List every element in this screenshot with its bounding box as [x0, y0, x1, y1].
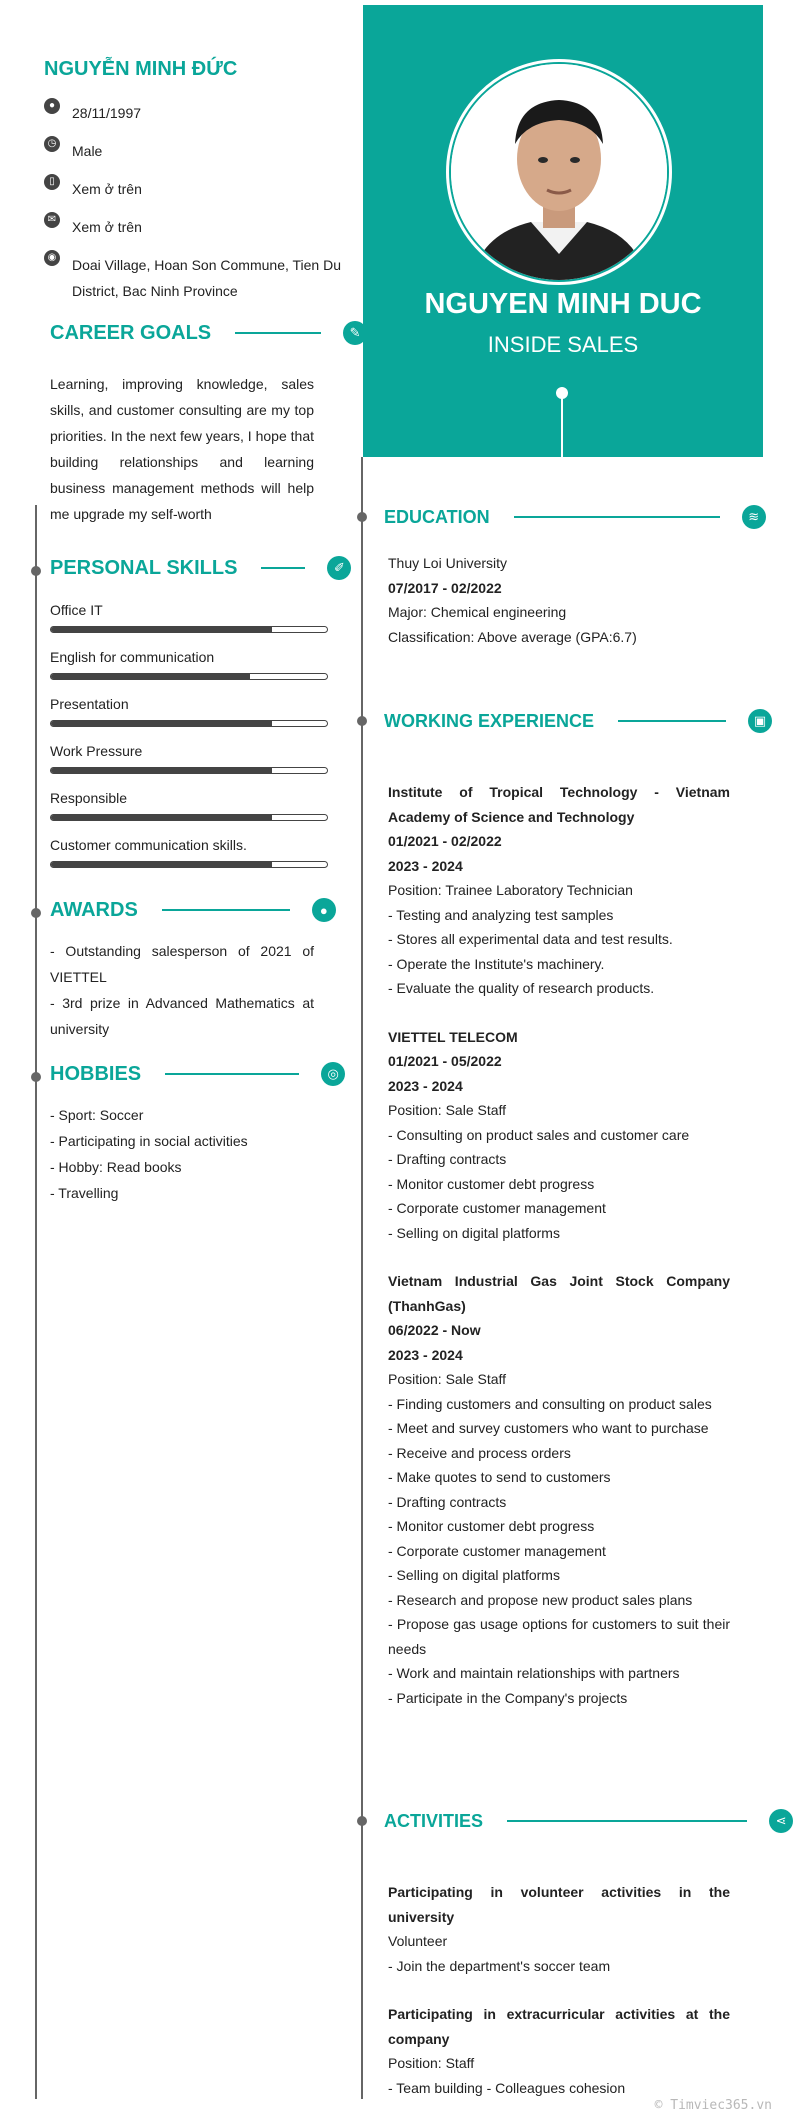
layers-icon: ≋ [742, 505, 766, 529]
timeline-dot [31, 1072, 41, 1082]
job-duty: - Research and propose new product sales plans [388, 1591, 693, 1608]
job-duty: - Testing and analyzing test samples [388, 906, 614, 923]
education-block [388, 551, 730, 649]
info-row [44, 176, 347, 202]
activity-name: Participating in volunteer activities in the university [388, 1884, 730, 1925]
skill-bar-fill [51, 721, 272, 726]
personal-skills-title: PERSONAL SKILLS [50, 556, 238, 579]
skill-bar [50, 814, 328, 821]
job-duty: - Corporate customer management [388, 1542, 606, 1559]
activities-title: ACTIVITIES [384, 1810, 484, 1831]
job-duty: - Stores all experimental data and test results. [388, 931, 673, 947]
job-duty: - Receive and process orders [388, 1444, 571, 1461]
hobby-item: - Sport: Soccer [50, 1107, 144, 1123]
skill-item [50, 694, 328, 727]
info-text: Xem ở trên [72, 181, 142, 197]
experience-title: WORKING EXPERIENCE [384, 710, 595, 731]
skill-item [50, 741, 328, 774]
education-title: EDUCATION [384, 506, 490, 527]
skill-bar [50, 626, 328, 633]
info-text: Doai Village, Hoan Son Commune, Tien Du District, Bac Ninh Province [72, 257, 342, 299]
timeline-dot [357, 1816, 367, 1826]
awards-title: AWARDS [50, 898, 138, 921]
skill-label: Responsible [50, 790, 128, 806]
job-duty: - Consulting on product sales and customer care [388, 1126, 690, 1143]
contact-card-icon: ▣ [748, 709, 772, 733]
education-major: Major: Chemical engineering [388, 604, 567, 620]
location-icon: ◉ [44, 250, 60, 266]
spacer [388, 1245, 730, 1269]
timeline-dot [31, 566, 41, 576]
education-heading [384, 505, 766, 529]
job-duty: - Operate the Institute's machinery. [388, 955, 605, 972]
watermark: © Timviec365.vn [654, 2098, 772, 2113]
job-duty: - Monitor customer debt progress [388, 1175, 595, 1192]
activity-detail: - Join the department's soccer team [388, 1957, 611, 1974]
info-row [44, 100, 347, 126]
info-row [44, 138, 347, 164]
job-company: VIETTEL TELECOM [388, 1028, 518, 1045]
timeline-dot [357, 716, 367, 726]
job-duty: - Finding customers and consulting on product sales [388, 1395, 712, 1412]
activity-name: Participating in extracurricular activities at the company [388, 2006, 730, 2047]
job-period: 06/2022 - Now [388, 1322, 481, 1338]
job-position: Position: Trainee Laboratory Technician [388, 882, 633, 898]
school-name: Thuy Loi University [388, 555, 508, 571]
skill-bar-fill [51, 627, 272, 632]
skill-label: Office IT [50, 602, 103, 618]
career-goals-title: CAREER GOALS [50, 321, 212, 344]
career-goals-heading [50, 321, 367, 345]
job-period: 01/2021 - 05/2022 [388, 1053, 502, 1069]
right-timeline [361, 457, 363, 2099]
share-icon: ⋖ [769, 1809, 793, 1833]
skill-item [50, 835, 328, 868]
activities-heading [384, 1809, 793, 1833]
skill-bar-fill [51, 862, 272, 867]
job-duty: - Drafting contracts [388, 1151, 507, 1167]
award-item: - 3rd prize in Advanced Mathematics at university [50, 995, 314, 1037]
activity-detail: - Team building - Colleagues cohesion [388, 2079, 626, 2096]
birthday-icon: ● [44, 98, 60, 114]
header-panel [363, 5, 763, 457]
skill-item [50, 647, 328, 680]
email-icon: ✉ [44, 212, 60, 228]
job-duty: - Meet and survey customers who want to purchase [388, 1420, 709, 1436]
hobbies-title: HOBBIES [50, 1062, 142, 1085]
job-duty: - Evaluate the quality of research products. [388, 980, 655, 996]
candidate-name: NGUYỄN MINH ĐỨC [44, 58, 238, 80]
pin-icon: ✎ [343, 321, 367, 345]
hobby-item: - Participating in social activities [50, 1133, 248, 1149]
timeline-dot [357, 512, 367, 522]
education-period: 07/2017 - 02/2022 [388, 579, 502, 596]
lightbulb-icon: ● [312, 898, 336, 922]
activities-list [388, 1880, 730, 2100]
info-row [44, 252, 347, 304]
personal-skills-heading [50, 556, 351, 580]
skill-bar [50, 673, 328, 680]
hobby-item: - Hobby: Read books [50, 1159, 182, 1175]
activity-role: Position: Staff [388, 2055, 475, 2071]
career-goals-text: Learning, improving knowledge, sales skills, and customer consulting are my top priorities. In the next few years, I hope that building relationships and learning business management methods will help me upgrade my self-worth [50, 376, 314, 522]
skill-item [50, 600, 328, 633]
job-duty: - Monitor customer debt progress [388, 1518, 595, 1534]
job-position: Position: Sale Staff [388, 1102, 507, 1118]
awards-heading [50, 898, 336, 922]
job-duty: - Participate in the Company's projects [388, 1689, 628, 1706]
award-item: - Outstanding salesperson of 2021 of VIETTEL [50, 943, 314, 985]
job-year: 2023 - 2024 [388, 1346, 463, 1363]
avatar [451, 64, 667, 280]
hobby-item: - Travelling [50, 1185, 119, 1201]
info-text: Male [72, 143, 103, 159]
skill-bar-fill [51, 768, 272, 773]
skill-label: Presentation [50, 696, 129, 712]
job-duty: - Drafting contracts [388, 1493, 507, 1510]
info-text: Xem ở trên [72, 219, 142, 235]
timeline-dot [31, 908, 41, 918]
pencil-icon: ✐ [327, 556, 351, 580]
info-row [44, 214, 347, 240]
hero-position: INSIDE SALES [487, 332, 639, 357]
skill-label: English for communication [50, 649, 215, 665]
job-year: 2023 - 2024 [388, 857, 463, 874]
spacer [388, 1978, 730, 2002]
awards-list [50, 938, 314, 1042]
skill-bar-fill [51, 674, 250, 679]
phone-icon: ▯ [44, 174, 60, 190]
experience-heading [384, 709, 772, 733]
gender-icon: ◷ [44, 136, 60, 152]
skill-label: Work Pressure [50, 743, 143, 759]
job-duty: - Selling on digital platforms [388, 1567, 560, 1583]
job-company: Institute of Tropical Technology - Vietnam Academy of Science and Technology [388, 784, 730, 825]
job-company: Vietnam Industrial Gas Joint Stock Company (ThanhGas) [388, 1273, 730, 1314]
skill-bar [50, 720, 328, 727]
spacer [388, 1001, 730, 1025]
left-timeline [35, 505, 37, 2099]
skill-bar-fill [51, 815, 272, 820]
job-position: Position: Sale Staff [388, 1371, 507, 1387]
skill-bar [50, 767, 328, 774]
education-classification: Classification: Above average (GPA:6.7) [388, 628, 637, 645]
skill-label: Customer communication skills. [50, 837, 247, 853]
hobbies-list [50, 1102, 314, 1206]
job-period: 01/2021 - 02/2022 [388, 833, 502, 849]
job-year: 2023 - 2024 [388, 1077, 463, 1094]
gamepad-icon: ◎ [321, 1062, 345, 1086]
job-duty: - Work and maintain relationships with partners [388, 1665, 680, 1681]
experience-list [388, 780, 730, 1710]
job-duty: - Selling on digital platforms [388, 1224, 560, 1241]
hero-name: NGUYEN MINH DUC [424, 288, 702, 320]
skill-item [50, 788, 328, 821]
skill-bar [50, 861, 328, 868]
hobbies-heading [50, 1062, 345, 1086]
job-duty: - Make quotes to send to customers [388, 1469, 611, 1485]
job-duty: - Corporate customer management [388, 1200, 606, 1216]
info-text: 28/11/1997 [72, 105, 142, 121]
activity-role: Volunteer [388, 1933, 448, 1949]
job-duty: - Propose gas usage options for customers to suit their needs [388, 1616, 730, 1657]
